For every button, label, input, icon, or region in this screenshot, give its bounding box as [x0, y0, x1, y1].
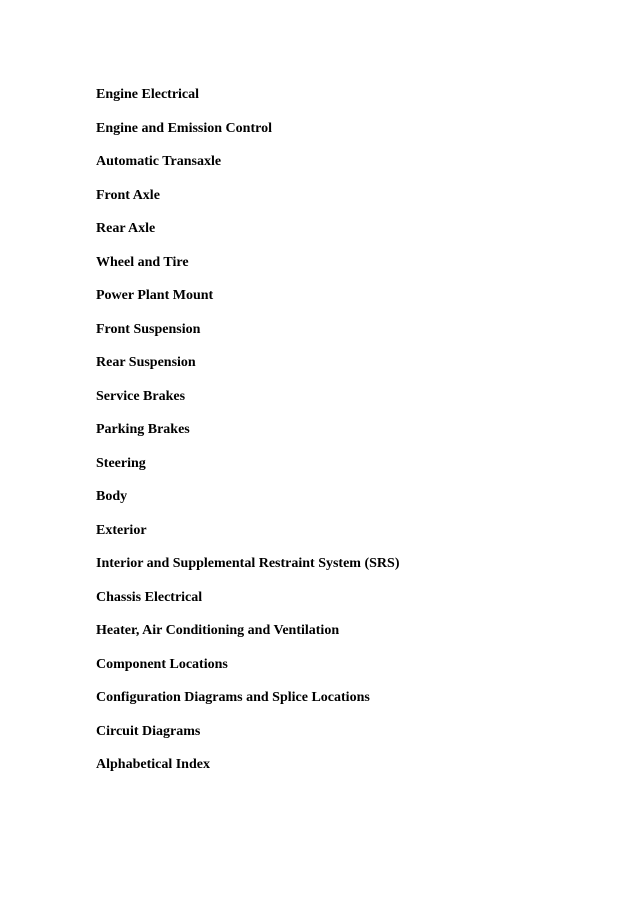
toc-item-automatic-transaxle: Automatic Transaxle — [96, 154, 222, 169]
toc-item-wheel-and-tire: Wheel and Tire — [96, 254, 189, 270]
toc-item-chassis-electrical: Chassis Electrical — [96, 589, 203, 605]
toc-item-configuration-diagrams: Configuration Diagrams and Splice Locations — [96, 690, 370, 705]
toc-item-service-brakes: Service Brakes — [96, 388, 186, 404]
toc-item-component-locations: Component Locations — [96, 656, 228, 672]
table-of-contents — [96, 85, 399, 789]
toc-item-interior-srs: Interior and Supplemental Restraint System (SRS) — [96, 556, 400, 571]
toc-item-front-suspension: Front Suspension — [96, 321, 201, 337]
toc-item-power-plant-mount: Power Plant Mount — [96, 288, 214, 303]
toc-item-body: Body — [96, 489, 128, 504]
toc-item-circuit-diagrams: Circuit Diagrams — [96, 723, 201, 739]
toc-item-rear-suspension: Rear Suspension — [96, 355, 196, 370]
toc-item-parking-brakes: Parking Brakes — [96, 422, 190, 437]
toc-item-engine-emission-control: Engine and Emission Control — [96, 120, 272, 136]
toc-item-alphabetical-index: Alphabetical Index — [96, 757, 210, 772]
toc-item-front-axle: Front Axle — [96, 187, 160, 203]
toc-item-heater-ac-ventilation: Heater, Air Conditioning and Ventilation — [96, 623, 340, 638]
toc-item-steering: Steering — [96, 455, 146, 471]
toc-item-rear-axle: Rear Axle — [96, 221, 156, 236]
toc-item-exterior: Exterior — [96, 522, 147, 538]
toc-item-engine-electrical: Engine Electrical — [96, 87, 200, 102]
